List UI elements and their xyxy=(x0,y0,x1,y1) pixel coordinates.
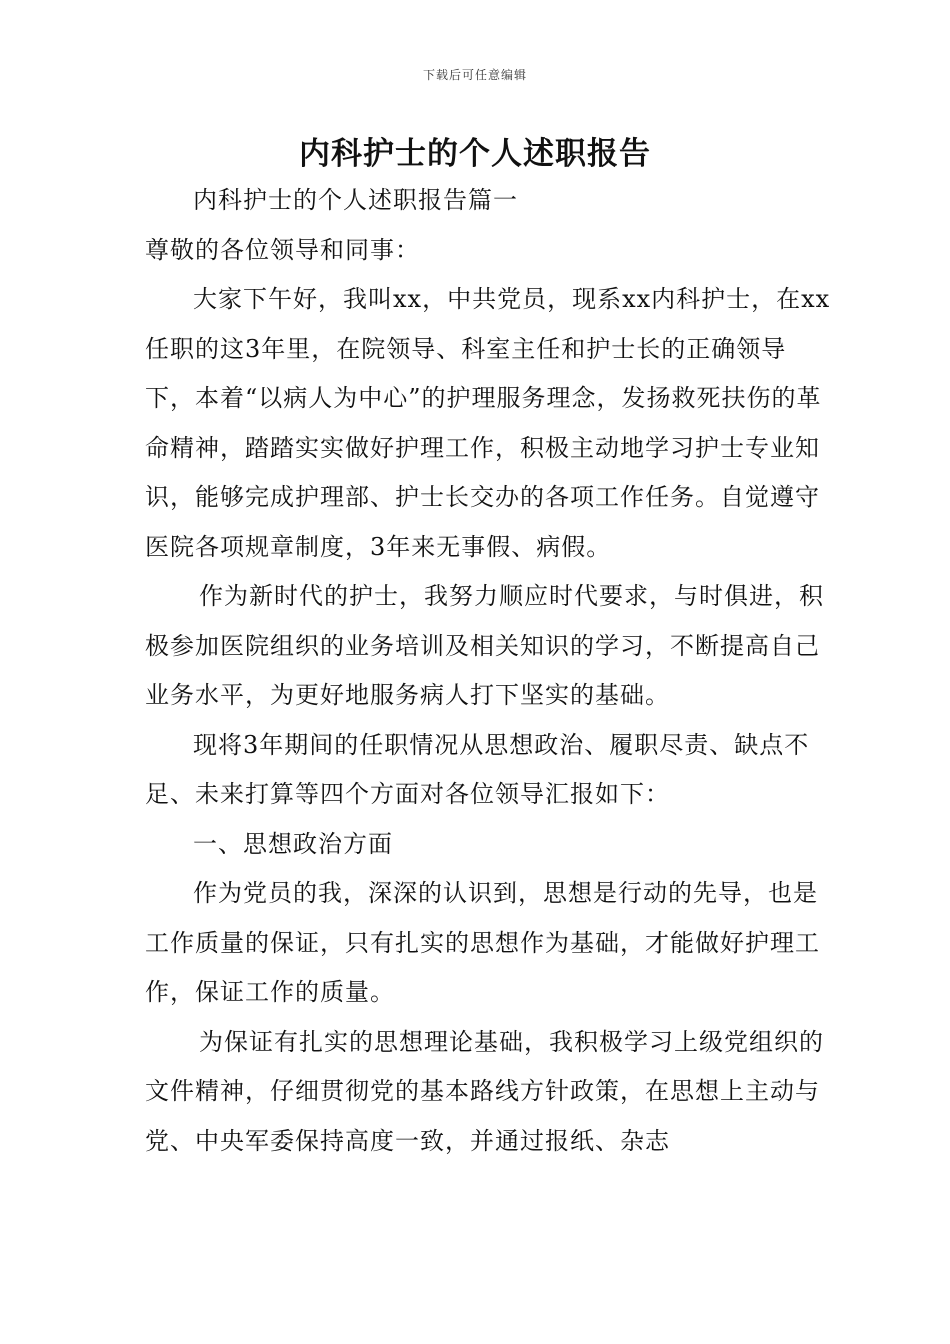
paragraph: 作为新时代的护士，我努力顺应时代要求，与时俱进，积极参加医院组织的业务培训及相关知识的学习，不断提高自己业务水平，为更好地服务病人打下坚实的基础。 xyxy=(145,582,824,709)
paragraph: 大家下午好，我叫xx，中共党员，现系xx内科护士，在xx任职的这3年里，在院领导、科室主任和护士长的正确领导下，本着“以病人为中心”的护理服务理念，发扬救死扶伤的革命精神，踏踏实实做好护理工作，积极主动地学习护士专业知识，能够完成护理部、护士长交办的各项工作任务。自觉遵守医院各项规章制度，3年来无事假、病假。 xyxy=(145,285,831,561)
document-body xyxy=(145,176,835,1166)
paragraph: 作为党员的我，深深的认识到，思想是行动的先导，也是工作质量的保证，只有扎实的思想作为基础，才能做好护理工作，保证工作的质量。 xyxy=(145,879,820,1006)
section-subtitle: 内科护士的个人述职报告篇一 xyxy=(193,186,518,214)
section-heading: 一、思想政治方面 xyxy=(193,829,393,858)
paragraph: 为保证有扎实的思想理论基础，我积极学习上级党组织的文件精神，仔细贯彻党的基本路线方针政策，在思想上主动与党、中央军委保持高度一致，并通过报纸、杂志 xyxy=(145,1027,824,1155)
header-note: 下载后可任意编辑 xyxy=(422,68,527,82)
document-title: 内科护士的个人述职报告 xyxy=(299,136,651,172)
paragraph: 现将3年期间的任职情况从思想政治、履职尽责、缺点不足、未来打算等四个方面对各位领导汇报如下： xyxy=(145,730,810,808)
salutation: 尊敬的各位领导和同事： xyxy=(145,235,420,264)
